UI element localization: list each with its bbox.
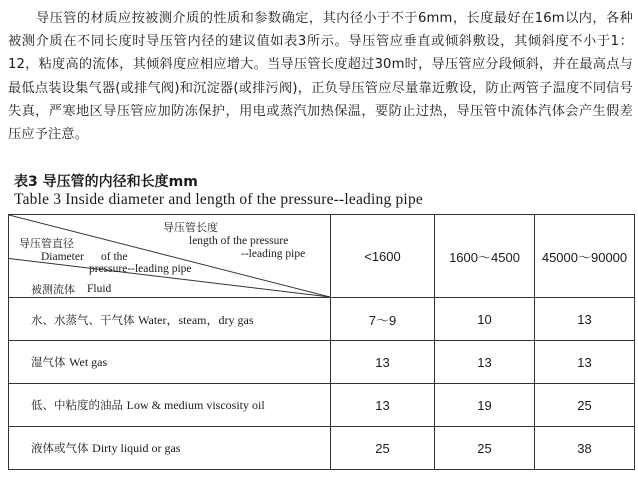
diameter-length-table — [8, 214, 635, 470]
corner-diameter-zh: 导压管直径 — [19, 237, 74, 250]
row-label-en: Wet gas — [69, 355, 108, 369]
row-label-zh: 湿气体 — [31, 355, 66, 369]
table-cell: 13 — [535, 341, 635, 384]
table-caption-en: Table 3 Inside diameter and length of the pressure--leading pipe — [14, 191, 423, 208]
table-cell: 7～9 — [331, 298, 435, 341]
corner-diameter-en-1: Diameter — [41, 251, 84, 263]
table-cell: 25 — [331, 427, 435, 470]
header-row — [9, 215, 635, 298]
corner-length-zh: 导压管长度 — [163, 221, 218, 234]
row-label-zh: 水、水蒸气、干气体 — [31, 312, 135, 327]
corner-diameter-en-3: pressure--leading pipe — [89, 263, 192, 275]
table-cell: 38 — [535, 427, 635, 470]
table-cell: 13 — [535, 298, 635, 341]
row-label-en: Dirty liquid or gas — [92, 441, 181, 455]
diagonal-header-cell — [9, 215, 331, 298]
row-label — [9, 341, 331, 384]
table-row — [9, 427, 635, 470]
row-label-en: Water，steam，dry gas — [138, 312, 254, 327]
table-caption-zh: 表3 导压管的内径和长度mm — [14, 174, 198, 190]
table-cell: 13 — [331, 384, 435, 427]
table-cell: 19 — [435, 384, 535, 427]
corner-diameter-en-2: of the — [101, 251, 128, 263]
table-cell: 13 — [331, 341, 435, 384]
column-header: <1600 — [331, 215, 435, 298]
table-row — [9, 298, 635, 341]
table-row — [9, 341, 635, 384]
corner-length-en-2: --leading pipe — [241, 248, 306, 260]
table-cell: 13 — [435, 341, 535, 384]
table-cell: 25 — [535, 384, 635, 427]
corner-length-en-1: length of the pressure — [189, 235, 289, 247]
table-row — [9, 384, 635, 427]
body-paragraph: 导压管的材质应按被测介质的性质和参数确定，其内径小于不于6mm，长度最好在16m以内，各种被测介质在不同长度时导压管内径的建议值如表3所示。导压管应垂直或倾斜敷设，其倾斜度不小于1：12，粘度高的流体，其倾斜度应相应增大。当导压管长度超过30m时，导压管应分段倾斜，并在最高点与最低点装设集气器(或排气阀)和沉淀器(或排污阀)，正负导压管应尽量靠近敷设，防止两管子温度不同信号失真，严寒地区导压管应加防冻保护，用电或蒸汽加热保温，要防止过热，导压管中流体汽体会产生假差压应予注意。 — [8, 11, 633, 143]
table-cell: 25 — [435, 427, 535, 470]
row-label-zh: 低、中粘度的油品 — [31, 398, 123, 412]
row-label — [9, 298, 331, 341]
table-cell: 10 — [435, 298, 535, 341]
row-label — [9, 384, 331, 427]
row-label-en: Low & medium viscosity oil — [126, 398, 265, 412]
row-label-zh: 液体或气体 — [31, 441, 89, 455]
row-label — [9, 427, 331, 470]
corner-fluid-zh: 被测流体 — [31, 283, 75, 296]
column-header: 1600～4500 — [435, 215, 535, 298]
corner-fluid-en: Fluid — [87, 283, 112, 295]
column-header: 45000～90000 — [535, 215, 635, 298]
